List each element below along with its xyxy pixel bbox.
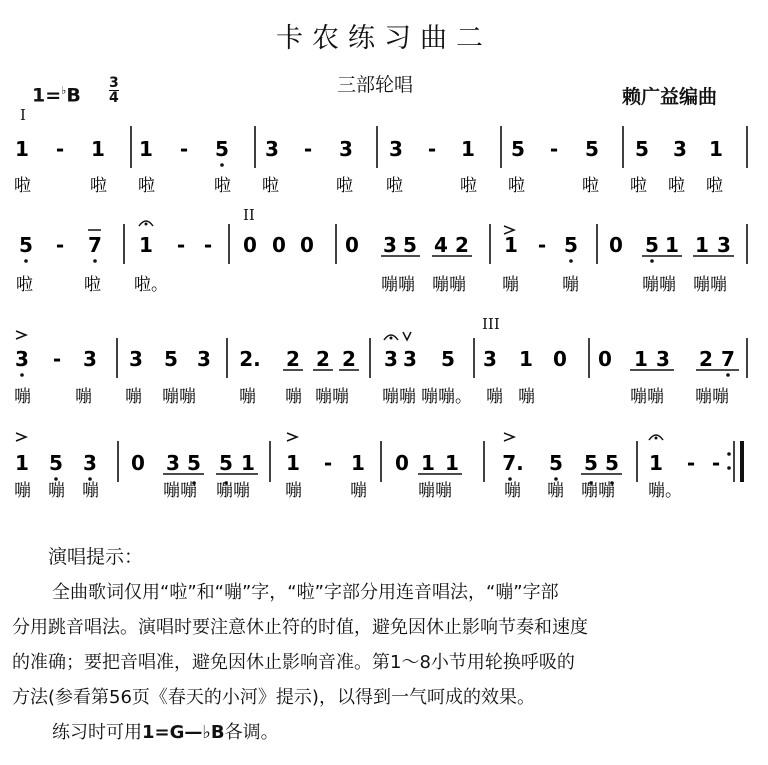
lyric: 嘣嘣 [382,387,416,407]
note: 0 [553,347,567,371]
score-row-3 [14,331,747,407]
lyric: 啦 [90,176,107,196]
note: 3 [129,347,143,371]
lyric: 啦 [630,176,647,196]
part-mark-i: I [20,106,26,124]
note: 1 [286,451,300,475]
row2-notes [19,221,734,263]
notes-line: 全曲歌词仅用“啦”和“嘣”字，“啦”字部分用连音唱法，“嘣”字部 [52,582,559,603]
score-title: 卡农练习曲二 [276,23,492,54]
row1-notes [15,137,723,167]
note: 3 [265,137,279,161]
note: 1 [709,137,723,161]
note: 1 [665,233,679,257]
notes-line-keys: 练习时可用1=G—♭B各调。 [52,722,279,743]
lyric: 嘣 [486,387,503,407]
note: 0 [131,451,145,475]
note: 3 [166,451,180,475]
row3-barlines [117,338,747,378]
note: 1 [695,233,709,257]
note: 3 [197,347,211,371]
lyric: 啦 [262,176,279,196]
notes-line: 方法(参看第56页《春天的小河》提示)，以得到一气呵成的效果。 [12,687,535,708]
lyric: 嘣嘣 [630,387,664,407]
note: - [55,233,65,257]
lyric: 嘣 [562,275,579,295]
lyric: 嘣 [14,481,31,501]
notes-line: 的准确；要把音唱准，避免因休止影响音准。第1～8小节用轮换呼吸的 [12,652,575,673]
key-signature: 1=♭B [32,84,81,107]
note: 1 [504,233,518,257]
note: 1 [15,451,29,475]
note: 5 [585,137,599,161]
lyric: 啦 [582,176,599,196]
note: 5 [635,137,649,161]
lyric: 嘣 [285,481,302,501]
note: - [303,137,313,161]
note: 5 [219,451,233,475]
lyric: 嘣 [504,481,521,501]
note: 1 [519,347,533,371]
note: 5 [605,451,619,475]
lyric: 嘣嘣 [581,481,615,501]
note: 5 [549,451,563,475]
note: 2 [316,347,330,371]
lyric: 嘣嘣 [695,387,729,407]
note: - [549,137,559,161]
lyric: 嘣嘣 [162,387,196,407]
note: 7 [721,347,735,371]
note: 5 [187,451,201,475]
note: 3 [717,233,731,257]
note: 2 [286,347,300,371]
lyric: 嘣嘣 [693,275,727,295]
score-row-2 [16,221,747,295]
singing-notes [12,540,588,750]
note: 1 [649,451,663,475]
note: 1 [421,451,435,475]
note: 0 [609,233,623,257]
note: 4 [434,233,448,257]
note: 1 [15,137,29,161]
lyric: 嘣 [125,387,142,407]
notes-line: 分用跳音唱法。演唱时要注意休止符的时值，避免因休止影响节奏和速度 [12,617,588,638]
note: 3 [339,137,353,161]
note: 5 [164,347,178,371]
lyric: 啦 [460,176,477,196]
lyric: 嘣嘣 [642,275,676,295]
note: 3 [15,347,29,371]
lyric: 嘣。 [648,481,682,501]
note: - [323,451,333,475]
row3-notes [15,331,739,377]
note: - [179,137,189,161]
lyric: 嘣 [285,387,302,407]
lyric: 嘣 [518,387,535,407]
score-row-1 [14,126,747,196]
lyric: 嘣 [48,481,65,501]
note: - [427,137,437,161]
note: 1 [351,451,365,475]
note: 2 [699,347,713,371]
note: 5 [403,233,417,257]
lyric: 啦 [138,176,155,196]
note: 7. [502,451,524,475]
note: 1 [461,137,475,161]
note: 0 [598,347,612,371]
lyric: 嘣嘣 [163,481,197,501]
note: 2 [342,347,356,371]
lyric: 嘣 [350,481,367,501]
flat-sign: ♭ [61,84,67,97]
lyric: 啦 [214,176,231,196]
lyric: 啦 [706,176,723,196]
row4-lyrics [14,481,682,501]
lyric: 嘣嘣 [418,481,452,501]
note: 3 [383,233,397,257]
note: - [55,137,65,161]
note: 1 [241,451,255,475]
part-mark-ii: II [243,206,255,224]
note: 5 [215,137,229,161]
note: 0 [395,451,409,475]
note: 1 [139,137,153,161]
note: - [203,233,213,257]
lyric: 啦 [386,176,403,196]
note: 3 [483,347,497,371]
lyric: 嘣嘣 [432,275,466,295]
note: 5 [645,233,659,257]
lyric: 啦 [668,176,685,196]
note: 5 [564,233,578,257]
lyric: 啦 [84,275,101,295]
lyric: 啦 [508,176,525,196]
note: 1 [445,451,459,475]
lyric: 嘣 [14,387,31,407]
final-barline [727,441,744,482]
lyric: 嘣 [82,481,99,501]
note: 3 [384,347,398,371]
lyric: 啦 [14,176,31,196]
lyric: 啦。 [134,275,168,295]
part-mark-iii: III [482,315,500,333]
note: 3 [403,347,417,371]
score-row-4 [14,433,744,501]
note: 7 [88,233,102,257]
note: 1 [139,233,153,257]
row4-notes [15,433,720,485]
note: 5 [584,451,598,475]
lyric: 嘣嘣 [381,275,415,295]
subtitle: 三部轮唱 [337,74,414,96]
note: 0 [300,233,314,257]
time-signature: 3 4 [109,75,119,106]
note: 3 [656,347,670,371]
note: 2. [239,347,261,371]
note: 1 [91,137,105,161]
lyric: 嘣 [502,275,519,295]
lyric: 嘣嘣。 [421,387,472,407]
note: 2 [455,233,469,257]
row2-lyrics [16,275,727,295]
notes-heading: 演唱提示： [48,546,144,568]
composer: 赖广益编曲 [622,86,718,108]
note: - [686,451,696,475]
note: 5 [19,233,33,257]
note: 5 [441,347,455,371]
note: - [537,233,547,257]
lyric: 嘣 [75,387,92,407]
note: 3 [83,347,97,371]
lyric: 啦 [16,275,33,295]
row3-lyrics [14,387,729,407]
lyric: 嘣 [547,481,564,501]
note: - [711,451,721,475]
note: 5 [49,451,63,475]
note: 0 [345,233,359,257]
note: 0 [272,233,286,257]
lyric: 嘣嘣 [216,481,250,501]
note: - [176,233,186,257]
lyric: 啦 [336,176,353,196]
note: - [52,347,62,371]
note: 1 [634,347,648,371]
row1-lyrics [14,176,723,196]
note: 0 [243,233,257,257]
note: 3 [673,137,687,161]
lyric: 嘣嘣 [315,387,349,407]
note: 5 [511,137,525,161]
lyric: 嘣 [239,387,256,407]
note: 3 [83,451,97,475]
note: 3 [389,137,403,161]
